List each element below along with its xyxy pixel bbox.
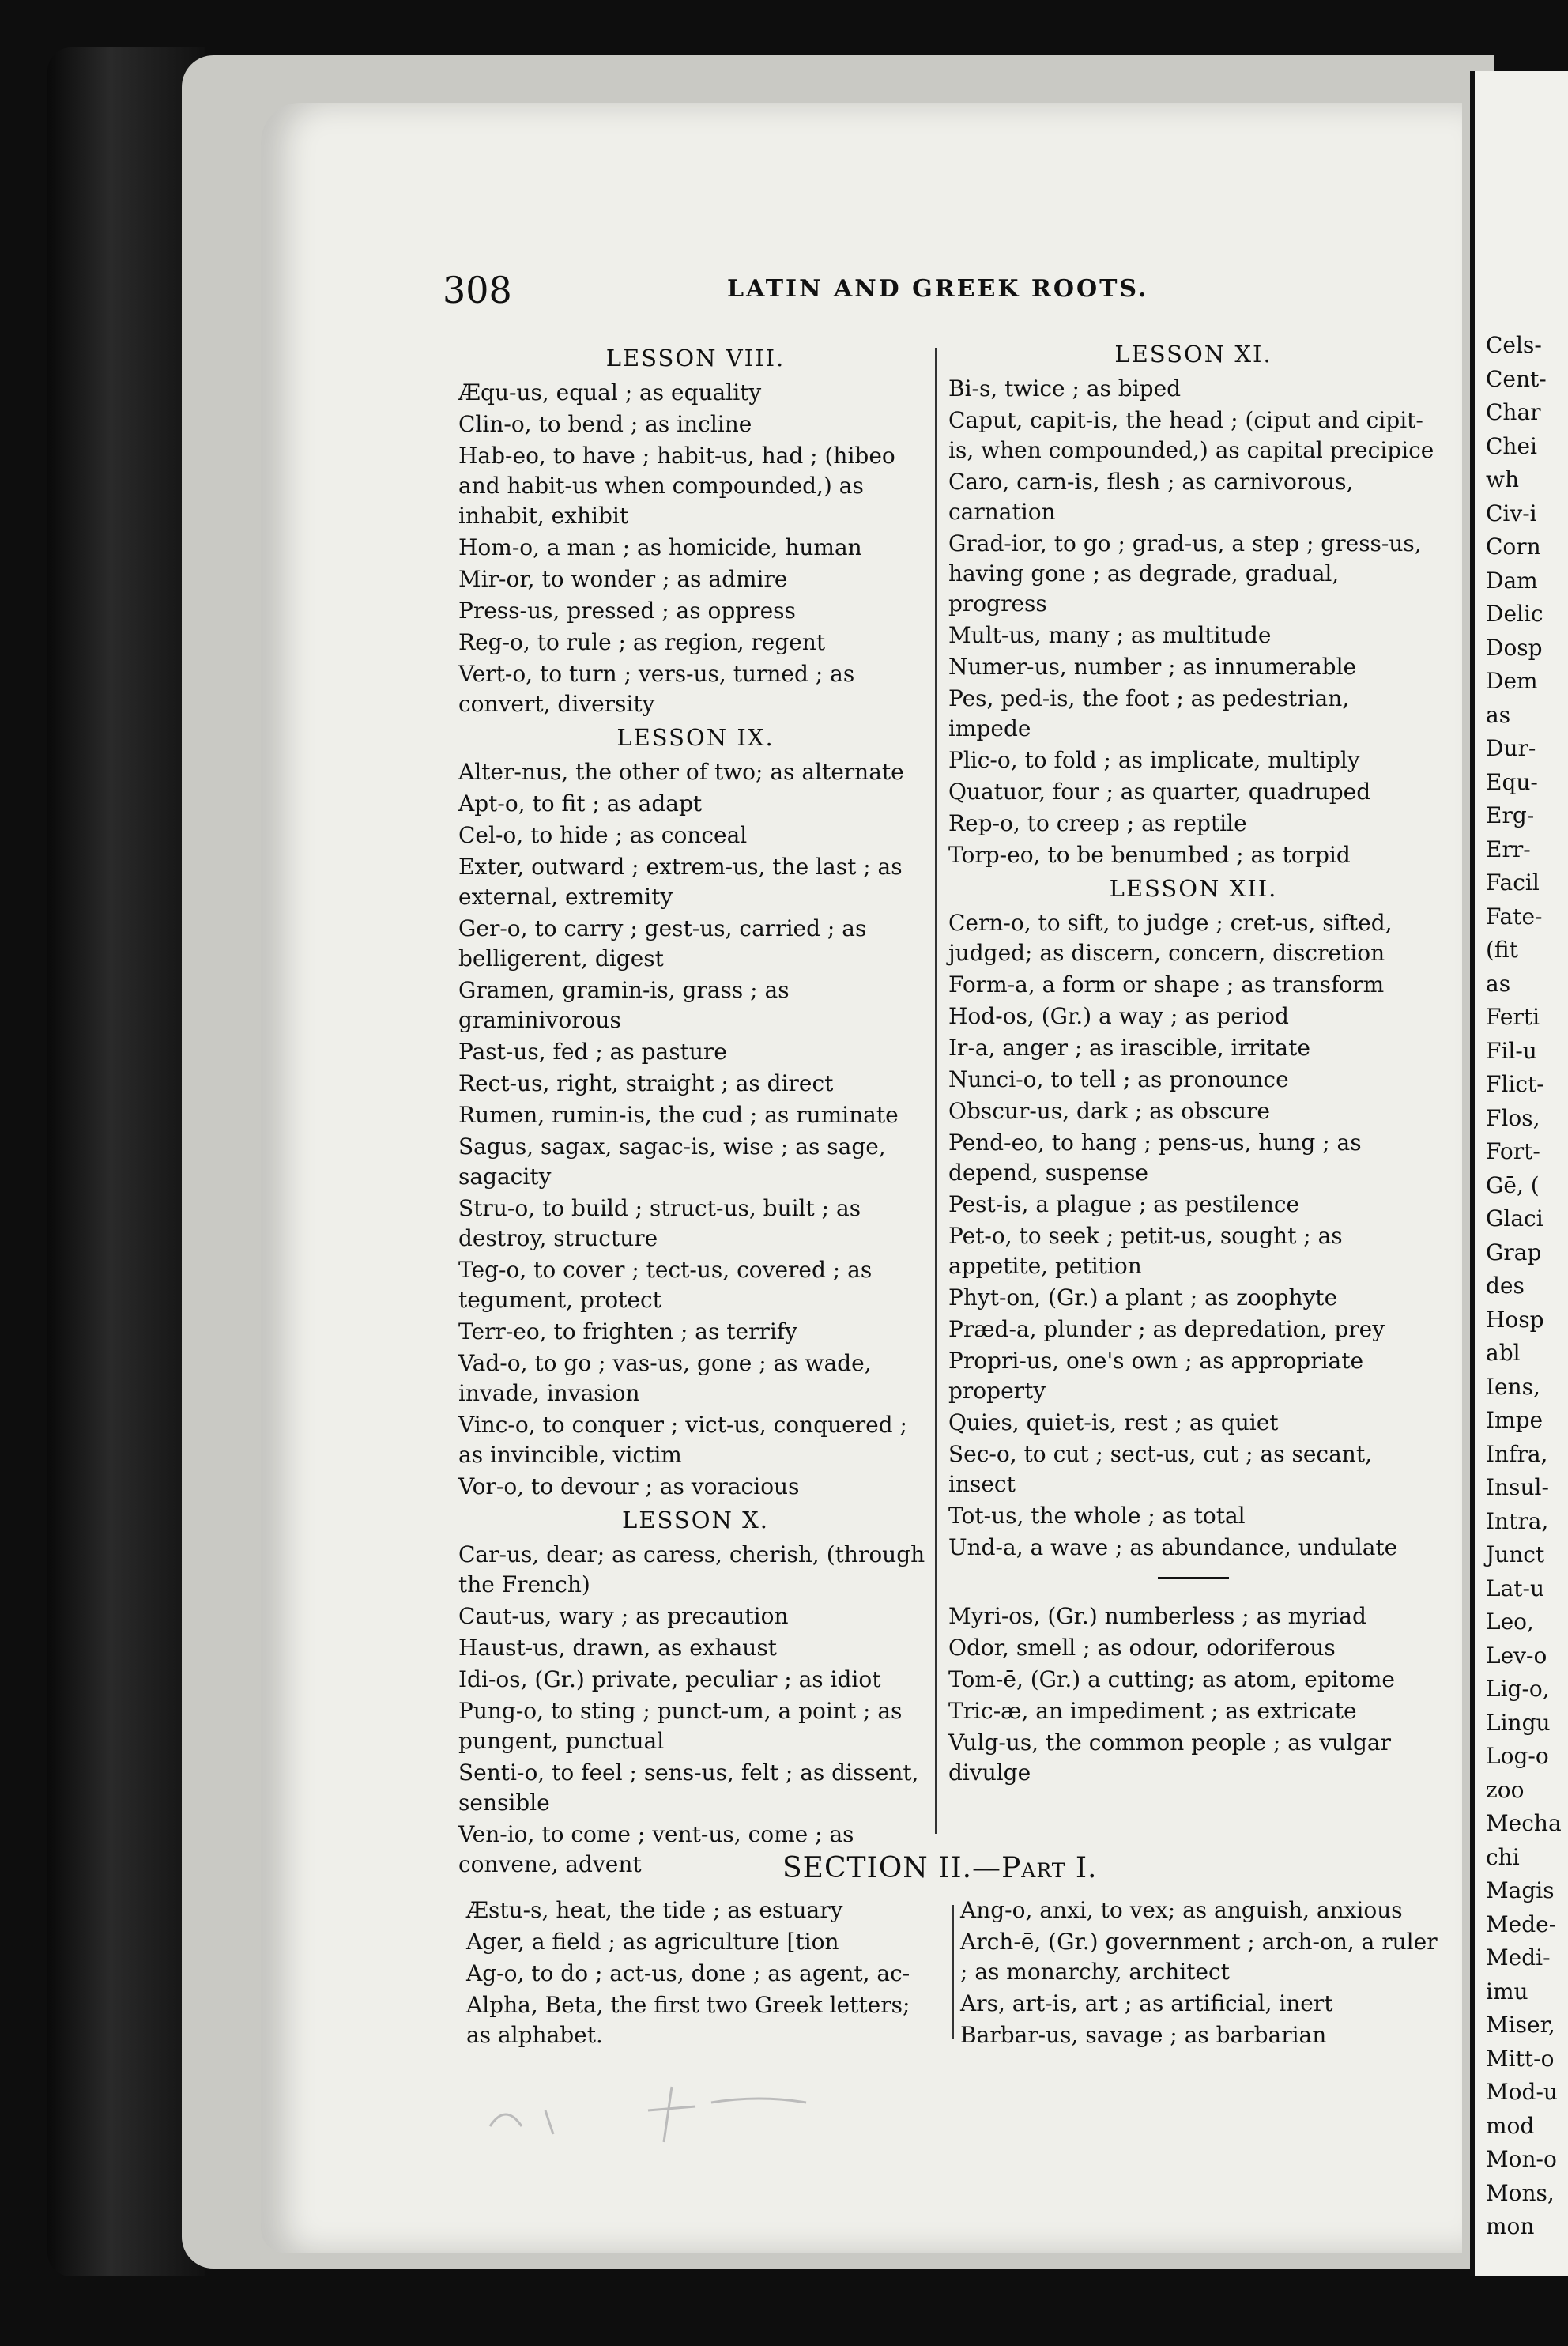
adjacent-page-fragment: Delic (1486, 601, 1544, 627)
lesson-entries (458, 757, 933, 1502)
dictionary-entry: Terr-eo, to frighten ; as terrify (458, 1318, 797, 1345)
dictionary-entry: Pung-o, to sting ; punct-um, a point ; as pungent, punctual (458, 1698, 903, 1754)
dictionary-entry: Ag-o, to do ; act-us, done ; as agent, ac- (466, 1960, 910, 1986)
adjacent-page-fragment: Log-o (1486, 1743, 1549, 1769)
dictionary-entry: Pes, ped-is, the foot ; as pedestrian, impede (948, 685, 1350, 741)
dictionary-entry: Grad-ior, to go ; grad-us, a step ; gress-us, having gone ; as degrade, gradual, progress (948, 530, 1422, 617)
adjacent-page-fragment: abl (1486, 1340, 1521, 1366)
adjacent-page-fragment: Impe (1486, 1407, 1544, 1433)
dictionary-entry: Æstu-s, heat, the tide ; as estuary (466, 1897, 843, 1923)
adjacent-page-fragment: Erg- (1486, 802, 1535, 828)
adjacent-page-fragment: Dur- (1486, 735, 1536, 761)
adjacent-page-fragment: Char (1486, 399, 1541, 425)
dictionary-entry: Clin-o, to bend ; as incline (458, 411, 752, 437)
dictionary-entry: Barbar-us, savage ; as barbarian (960, 2022, 1327, 2048)
lesson-heading: LESSON XI. (1114, 341, 1272, 368)
short-rule (1158, 1577, 1229, 1579)
adjacent-page-fragment: mon (1486, 2213, 1535, 2239)
dictionary-entry: Propri-us, one's own ; as appropriate property (948, 1348, 1364, 1404)
dictionary-entry: Cern-o, to sift, to judge ; cret-us, sifted, judged; as discern, concern, discretion (948, 910, 1393, 966)
dictionary-entry: Rect-us, right, straight ; as direct (458, 1070, 834, 1096)
dictionary-entry: Odor, smell ; as odour, odoriferous (948, 1635, 1336, 1661)
adjacent-page-fragment: mod (1486, 2112, 1535, 2139)
adjacent-page-fragment: Lev-o (1486, 1642, 1547, 1669)
adjacent-page-fragment: Miser, (1486, 2012, 1555, 2038)
adjacent-page-fragment: Dam (1486, 567, 1538, 594)
adjacent-page-fragment: Fort- (1486, 1138, 1540, 1164)
adjacent-page-fragment: as (1486, 970, 1511, 997)
running-head: LATIN AND GREEK ROOTS. (727, 275, 1149, 303)
adjacent-page-fragment: Mecha (1486, 1810, 1562, 1836)
dictionary-entry: Stru-o, to build ; struct-us, built ; as destroy, structure (458, 1195, 861, 1251)
dictionary-entry: Caput, capit-is, the head ; (ciput and cipit-is, when compounded,) as capital precipice (948, 407, 1434, 463)
left-column (458, 340, 933, 1881)
adjacent-page-fragment: Facil (1486, 869, 1540, 896)
dictionary-entry: Myri-os, (Gr.) numberless ; as myriad (948, 1603, 1366, 1629)
section-left-column (466, 1895, 940, 2052)
dictionary-entry: Ir-a, anger ; as irascible, irritate (948, 1035, 1310, 1061)
adjacent-page-fragment: Grap (1486, 1239, 1542, 1265)
adjacent-page-fragment: imu (1486, 1978, 1528, 2005)
adjacent-page-fragment: Dosp (1486, 634, 1543, 661)
lesson-entries (458, 1540, 933, 1880)
adjacent-page-fragment: Junct (1486, 1541, 1545, 1567)
adjacent-page-strip (1470, 71, 1568, 2276)
lesson-heading: LESSON VIII. (605, 345, 786, 372)
adjacent-page-fragment: Fil-u (1486, 1037, 1537, 1064)
adjacent-page-fragment: as (1486, 701, 1511, 728)
dictionary-entry: Sagus, sagax, sagac-is, wise ; as sage, sagacity (458, 1133, 886, 1190)
adjacent-page-fragment: Mon-o (1486, 2146, 1557, 2172)
adjacent-page-fragment: Ferti (1486, 1004, 1540, 1030)
section-title (782, 1852, 1098, 1884)
adjacent-page-fragment: Equ- (1486, 768, 1538, 795)
adjacent-page-fragment: (fit (1486, 937, 1518, 963)
dictionary-entry: Tric-æ, an impediment ; as extricate (948, 1698, 1357, 1724)
adjacent-page-fragment: wh (1486, 466, 1519, 492)
dictionary-entry: Form-a, a form or shape ; as transform (948, 971, 1385, 998)
dictionary-entry: Exter, outward ; extrem-us, the last ; as external, extremity (458, 854, 903, 910)
dictionary-entry: Und-a, a wave ; as abundance, undulate (948, 1534, 1398, 1560)
column-divider (935, 348, 937, 1834)
dictionary-entry: Press-us, pressed ; as oppress (458, 598, 796, 624)
adjacent-page-fragment: Cent- (1486, 365, 1547, 392)
dictionary-entry: Vinc-o, to conquer ; vict-us, conquered ; as invincible, victim (458, 1412, 907, 1468)
dictionary-entry: Cel-o, to hide ; as conceal (458, 822, 748, 848)
dictionary-entry: Nunci-o, to tell ; as pronounce (948, 1066, 1289, 1092)
dictionary-entry: Ang-o, anxi, to vex; as anguish, anxious (960, 1897, 1403, 1923)
dictionary-entry: Plic-o, to fold ; as implicate, multiply (948, 747, 1360, 773)
dictionary-entry: Vor-o, to devour ; as voracious (458, 1473, 800, 1499)
lesson-heading: LESSON X. (622, 1507, 769, 1533)
page-number: 308 (443, 269, 512, 311)
adjacent-page-fragment: Corn (1486, 534, 1541, 560)
dictionary-entry: Tom-ē, (Gr.) a cutting; as atom, epitome (948, 1666, 1395, 1692)
dictionary-entry: Past-us, fed ; as pasture (458, 1039, 727, 1065)
lesson-entries (948, 908, 1438, 1563)
dictionary-entry: Sec-o, to cut ; sect-us, cut ; as secant, insect (948, 1441, 1372, 1497)
adjacent-page-fragment: Iens, (1486, 1373, 1540, 1400)
lesson-entries (458, 378, 933, 719)
dictionary-entry: Car-us, dear; as caress, cherish, (through the French) (458, 1541, 925, 1597)
dictionary-entry: Pet-o, to seek ; petit-us, sought ; as appetite, petition (948, 1223, 1343, 1279)
adjacent-page-fragment: Flos, (1486, 1104, 1540, 1131)
adjacent-page-fragment: Mede- (1486, 1910, 1557, 1937)
dictionary-entry: Apt-o, to fit ; as adapt (458, 790, 703, 817)
dictionary-entry: Ars, art-is, art ; as artificial, inert (960, 1990, 1333, 2016)
column-divider (952, 1905, 954, 2039)
lesson-heading: LESSON XII. (1109, 875, 1278, 902)
lesson-entries (948, 374, 1438, 870)
adjacent-page-fragment: Chei (1486, 432, 1537, 459)
dictionary-entry: Alter-nus, the other of two; as alternate (458, 759, 904, 785)
dictionary-entry: Hom-o, a man ; as homicide, human (458, 534, 862, 560)
dictionary-entry: Senti-o, to feel ; sens-us, felt ; as dissent, sensible (458, 1760, 919, 1816)
dictionary-entry: Pest-is, a plague ; as pestilence (948, 1191, 1300, 1217)
dictionary-entry: Reg-o, to rule ; as region, regent (458, 629, 826, 655)
adjacent-page-fragment: Dem (1486, 668, 1538, 694)
dictionary-entry: Teg-o, to cover ; tect-us, covered ; as tegument, protect (458, 1257, 873, 1313)
dictionary-entry: Torp-eo, to be benumbed ; as torpid (948, 842, 1351, 868)
dictionary-entry: Ager, a field ; as agriculture [tion (466, 1929, 839, 1955)
section-right-column (960, 1895, 1442, 2052)
dictionary-entry: Caut-us, wary ; as precaution (458, 1603, 789, 1629)
adjacent-page-fragment: Mod-u (1486, 2079, 1558, 2105)
dictionary-entry: Hod-os, (Gr.) a way ; as period (948, 1003, 1289, 1029)
dictionary-entry: Bi-s, twice ; as biped (948, 375, 1182, 402)
adjacent-page-fragment: chi (1486, 1843, 1520, 1870)
dictionary-entry: Vulg-us, the common people ; as vulgar divulge (948, 1729, 1391, 1786)
adjacent-page-fragment: Infra, (1486, 1440, 1548, 1467)
dictionary-entry: Quies, quiet-is, rest ; as quiet (948, 1409, 1279, 1435)
dictionary-entry: Rumen, rumin-is, the cud ; as ruminate (458, 1102, 899, 1128)
dictionary-entry: Haust-us, drawn, as exhaust (458, 1635, 777, 1661)
section-title-part: Part I. (1001, 1852, 1098, 1884)
adjacent-page-fragment: zoo (1486, 1776, 1525, 1803)
adjacent-page-fragment: Lat-u (1486, 1575, 1545, 1601)
dictionary-entry: Caro, carn-is, flesh ; as carnivorous, carnation (948, 469, 1354, 525)
adjacent-page-fragment: Intra, (1486, 1507, 1549, 1534)
dictionary-entry: Arch-ē, (Gr.) government ; arch-on, a ruler ; as monarchy, architect (960, 1929, 1438, 1985)
adjacent-page-fragment: Insul- (1486, 1474, 1549, 1500)
dictionary-entry: Quatuor, four ; as quarter, quadruped (948, 779, 1371, 805)
adjacent-page-fragment: Cels- (1486, 332, 1542, 358)
dictionary-entry: Pend-eo, to hang ; pens-us, hung ; as depend, suspense (948, 1130, 1362, 1186)
pencil-marks (474, 2055, 885, 2150)
dictionary-entry: Ven-io, to come ; vent-us, come ; as convene, advent (458, 1821, 854, 1877)
dictionary-entry: Obscur-us, dark ; as obscure (948, 1098, 1270, 1124)
dictionary-entry: Vert-o, to turn ; vers-us, turned ; as convert, diversity (458, 661, 855, 717)
adjacent-page-fragment: Lingu (1486, 1709, 1551, 1736)
dictionary-entry: Tot-us, the whole ; as total (948, 1503, 1246, 1529)
dictionary-entry: Hab-eo, to have ; habit-us, had ; (hibeo and habit-us when compounded,) as inhabit, exhibit (458, 443, 895, 529)
adjacent-page-fragment: Lig-o, (1486, 1676, 1550, 1702)
adjacent-page-fragment: Fate- (1486, 903, 1543, 930)
dictionary-entry: Vad-o, to go ; vas-us, gone ; as wade, invade, invasion (458, 1350, 872, 1406)
dictionary-entry: Numer-us, number ; as innumerable (948, 654, 1357, 680)
adjacent-page-fragment: Leo, (1486, 1609, 1534, 1635)
dictionary-entry: Idi-os, (Gr.) private, peculiar ; as idiot (458, 1666, 881, 1692)
dictionary-entry: Æqu-us, equal ; as equality (458, 379, 762, 405)
adjacent-page-fragment: Magis (1486, 1877, 1555, 1903)
adjacent-page-fragment: Mons, (1486, 2179, 1555, 2206)
dictionary-entry: Mir-or, to wonder ; as admire (458, 566, 788, 592)
adjacent-page-fragment: Mitt-o (1486, 2045, 1555, 2072)
adjacent-page-fragment: Civ-i (1486, 500, 1537, 526)
adjacent-page-fragment: Medi- (1486, 1944, 1551, 1971)
dictionary-entry: Alpha, Beta, the first two Greek letters; as alphabet. (466, 1992, 910, 2048)
section-title-main: SECTION II.— (782, 1852, 1002, 1884)
adjacent-page-fragment: Glaci (1486, 1205, 1544, 1231)
dictionary-entry: Ger-o, to carry ; gest-us, carried ; as belligerent, digest (458, 915, 867, 971)
dictionary-entry: Phyt-on, (Gr.) a plant ; as zoophyte (948, 1284, 1338, 1311)
adjacent-page-fragment: Err- (1486, 835, 1531, 862)
dictionary-entry: Præd-a, plunder ; as depredation, prey (948, 1316, 1385, 1342)
adjacent-page-fragment: Gē, ( (1486, 1171, 1540, 1198)
lesson-entries (948, 1601, 1438, 1788)
right-column (948, 336, 1438, 1790)
lesson-heading: LESSON IX. (616, 724, 775, 751)
adjacent-page-fragment: Hosp (1486, 1306, 1544, 1333)
adjacent-page-fragment: des (1486, 1273, 1525, 1299)
dictionary-entry: Mult-us, many ; as multitude (948, 622, 1272, 648)
adjacent-page-fragment: Flict- (1486, 1071, 1544, 1097)
dictionary-entry: Gramen, gramin-is, grass ; as graminivorous (458, 977, 790, 1033)
dictionary-entry: Rep-o, to creep ; as reptile (948, 810, 1247, 836)
